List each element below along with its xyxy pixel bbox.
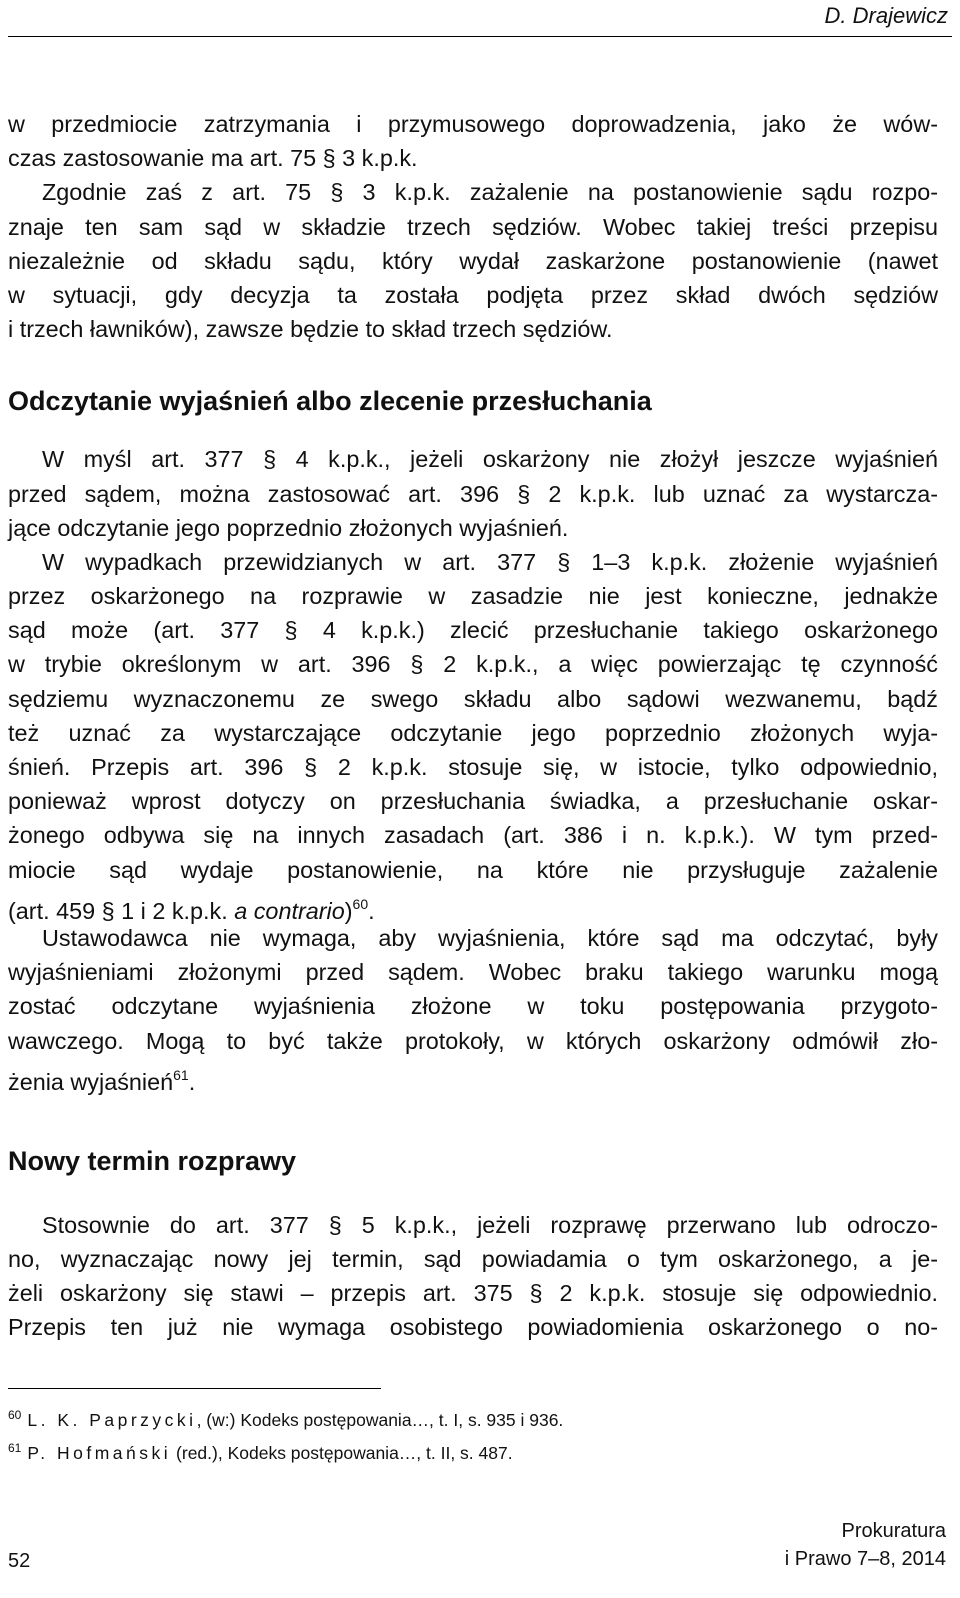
text-line: ponieważ wprost dotyczy on przesłuchania świadka, a przesłuchanie oskar- (8, 788, 938, 815)
footnote-author: L. K. Paprzycki (27, 1410, 197, 1430)
footnote-author: P. Hofmański (27, 1443, 172, 1463)
text-span: ) (344, 897, 353, 924)
text-line: w sytuacji, gdy decyzja ta została podjęta przez skład dwóch sędziów (8, 281, 938, 308)
text-line: śnień. Przepis art. 396 § 2 k.p.k. stosuje się, w istocie, tylko odpowiednio, (8, 754, 938, 780)
text-line: miocie sąd wydaje postanowienie, na które nie przysługuje zażalenie (8, 856, 938, 883)
text-line: Przepis ten już nie wymaga osobistego powiadomienia oskarżonego o no- (8, 1314, 938, 1341)
text-line: też uznać za wystarczające odczytanie jego poprzednio złożonych wyja- (8, 719, 938, 746)
footnote-number: 60 (8, 1408, 22, 1422)
italic-phrase: a contrario (234, 897, 345, 924)
footnote-ref-61[interactable]: 61 (173, 1066, 189, 1083)
text-line: żonego odbywa się na innych zasadach (art. 386 i n. k.p.k.). W tym przed- (8, 822, 938, 849)
paragraph-3 (8, 442, 938, 545)
text-line: Stosownie do art. 377 § 5 k.p.k., jeżeli rozprawę przerwano lub odroczo- (42, 1211, 938, 1238)
paragraph-6 (8, 1208, 938, 1345)
text-line: przez oskarżonego na rozprawie w zasadzie nie jest konieczne, jednakże (8, 583, 938, 610)
paragraph-5 (8, 921, 938, 1095)
text-line: no, wyznaczając nowy jej termin, sąd powiadamia o tym oskarżonego, a je- (8, 1246, 938, 1273)
text-line: w trybie określonym w art. 396 § 2 k.p.k., a więc powierzając tę czynność (8, 651, 938, 678)
text-span: żenia wyjaśnień (8, 1068, 174, 1095)
text-line: i trzech ławników), zawsze będzie to skład trzech sędziów. (8, 316, 613, 343)
text-line: czas zastosowanie ma art. 75 § 3 k.p.k. (8, 145, 418, 172)
text-line: niezależnie od składu sądu, który wydał zaskarżone postanowienie (nawet (8, 247, 938, 274)
running-head-author: D. Drajewicz (824, 3, 948, 28)
footnote-text: , (w:) Kodeks postępowania…, t. I, s. 935 i 936. (196, 1410, 564, 1430)
text-line: żeli oskarżony się stawi – przepis art. 375 § 2 k.p.k. stosuje się odpowiednio. (8, 1280, 938, 1307)
text-span: (art. 459 § 1 i 2 k.p.k. (8, 897, 235, 924)
text-line: W wypadkach przewidzianych w art. 377 § 1–3 k.p.k. złożenie wyjaśnień (42, 548, 938, 575)
footnote-ref-60[interactable]: 60 (352, 895, 369, 912)
footnote-separator (8, 1388, 381, 1389)
section-heading-nowy-termin: Nowy termin rozprawy (8, 1145, 297, 1176)
text-line: sąd może (art. 377 § 4 k.p.k.) zlecić przesłuchanie takiego oskarżonego (8, 617, 938, 644)
paragraph-2 (8, 175, 938, 346)
footnote-61 (8, 1434, 563, 1467)
text-line: Zgodnie zaś z art. 75 § 3 k.p.k. zażalenie na postanowienie sądu rozpo- (42, 179, 938, 206)
text-line: zostać odczytane wyjaśnienia złożone w toku postępowania przygoto- (8, 993, 938, 1020)
text-line: jące odczytanie jego poprzednio złożonych wyjaśnień. (8, 514, 569, 541)
text-line: przed sądem, można zastosować art. 396 § 2 k.p.k. lub uznać za wystarcza- (8, 480, 938, 507)
journal-title: Prokuratura (841, 1520, 946, 1542)
header-rule (8, 36, 952, 37)
text-line: wyjaśnieniami złożonymi przed sądem. Wobec braku takiego warunku mogą (8, 959, 938, 986)
paragraph-4 (8, 545, 938, 924)
page-number: 52 (8, 1550, 31, 1572)
text-span: . (188, 1068, 196, 1095)
text-span: . (368, 897, 375, 924)
text-line (8, 1058, 938, 1095)
journal-issue: i Prawo 7–8, 2014 (784, 1548, 946, 1570)
section-heading-odczytanie: Odczytanie wyjaśnień albo zlecenie przesłuchania (8, 386, 652, 417)
text-line: W myśl art. 377 § 4 k.p.k., jeżeli oskarżony nie złożył jeszcze wyjaśnień (42, 446, 938, 473)
journal-info (785, 1517, 946, 1573)
text-line: wawczego. Mogą to być także protokoły, w których oskarżony odmówił zło- (8, 1027, 938, 1054)
text-line: znaje ten sam sąd w składzie trzech sędziów. Wobec takiej treści przepisu (8, 213, 938, 240)
footnote-number: 61 (8, 1441, 22, 1455)
text-line: w przedmiocie zatrzymania i przymusowego doprowadzenia, jako że wów- (8, 111, 938, 137)
text-line (8, 887, 938, 924)
footnote-60 (8, 1401, 563, 1434)
text-line: sędziemu wyznaczonemu ze swego składu albo sądowi wezwanemu, bądź (8, 685, 938, 712)
footnotes (8, 1401, 563, 1467)
paragraph-1 (8, 107, 938, 175)
text-line: Ustawodawca nie wymaga, aby wyjaśnienia, które sąd ma odczytać, były (42, 924, 938, 951)
page-body (8, 107, 938, 1345)
footnote-text: (red.), Kodeks postępowania…, t. II, s. 487. (171, 1443, 513, 1463)
